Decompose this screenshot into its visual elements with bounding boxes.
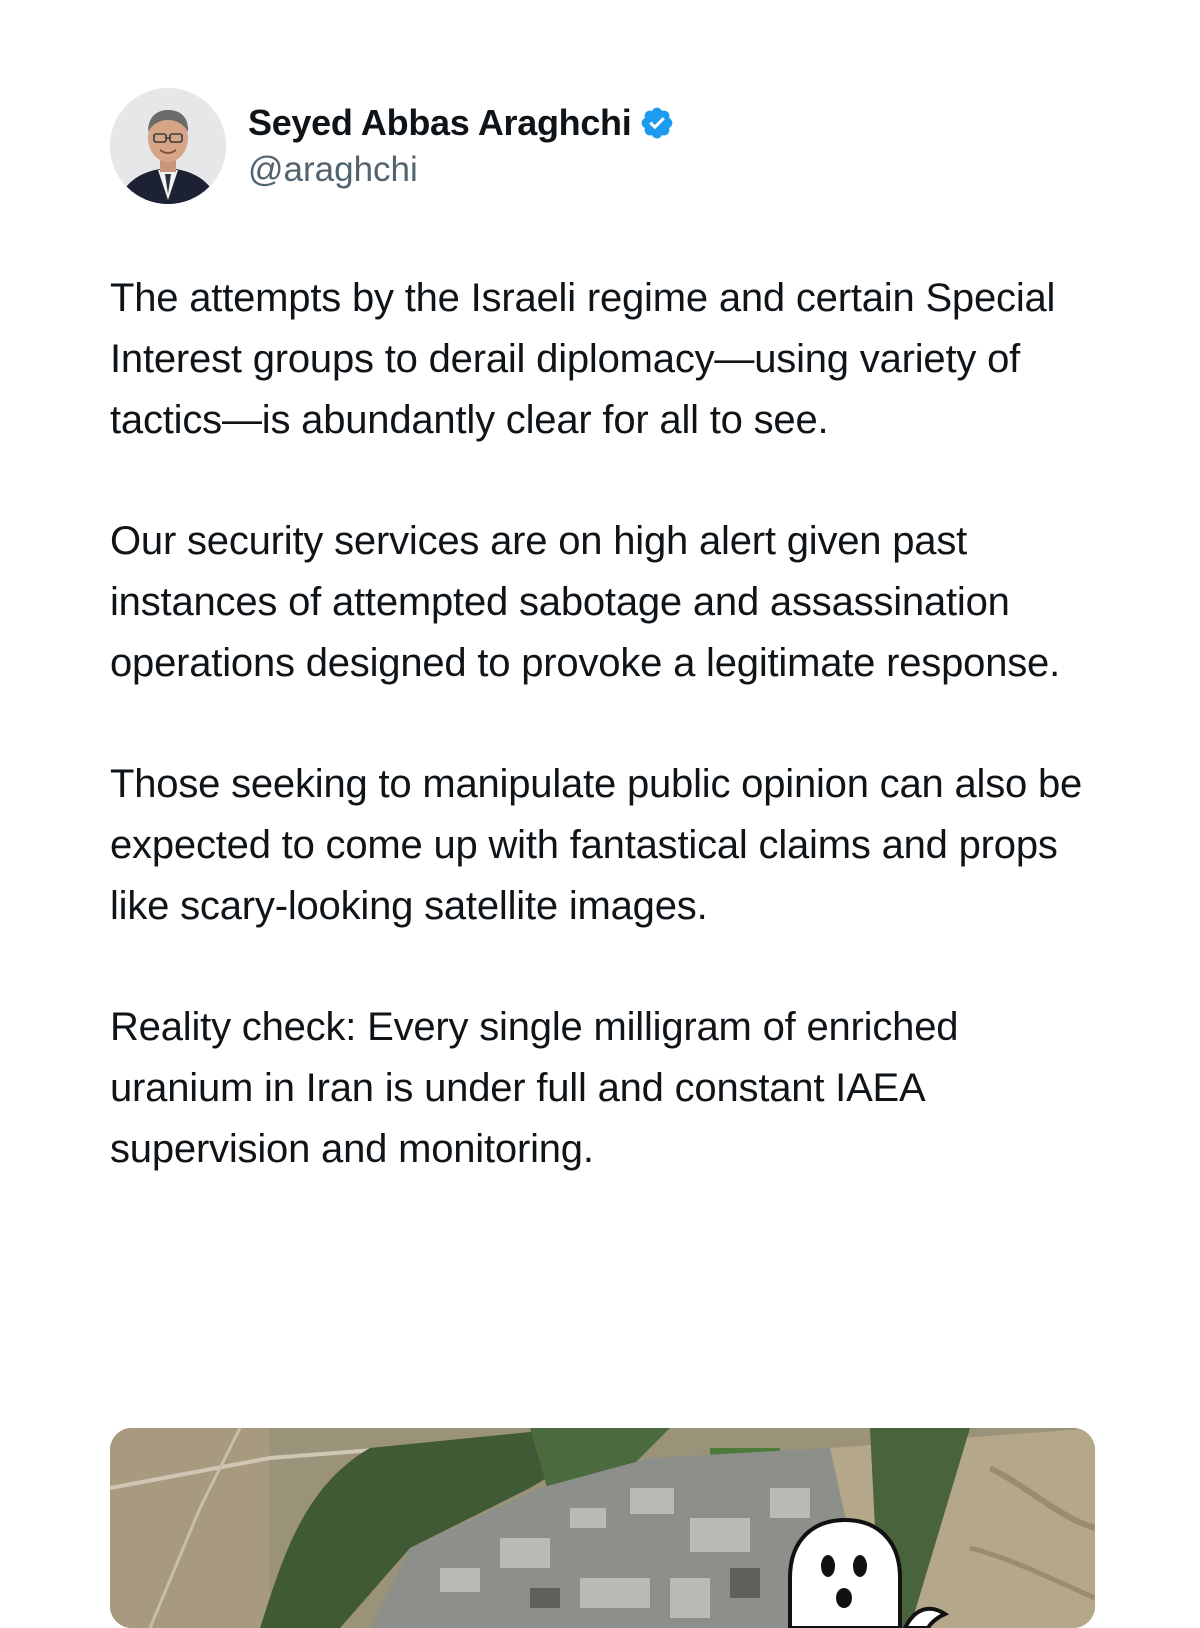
tweet-paragraph-1: The attempts by the Israeli regime and certain Special Interest groups to derail diplomacy—using variety of tactics—is abundantly clear for all to see. (110, 276, 1056, 442)
tweet-paragraph-4: Reality check: Every single milligram of enriched uranium in Iran is under full and constant IAEA supervision and monitoring. (110, 1005, 959, 1171)
satellite-image (110, 1428, 1095, 1628)
profile-photo-icon (110, 88, 226, 204)
avatar[interactable] (110, 88, 226, 204)
tweet-paragraph-2: Our security services are on high alert given past instances of attempted sabotage and assassination operations designed to provoke a legitimate response. (110, 519, 1061, 685)
author-names (248, 102, 675, 190)
author-handle[interactable]: @araghchi (248, 150, 418, 189)
tweet-media-image[interactable] (110, 1428, 1095, 1628)
verified-badge-icon (639, 105, 675, 141)
tweet-text (110, 268, 1110, 1240)
tweet-paragraph-3: Those seeking to manipulate public opinion can also be expected to come up with fantastical claims and props like scary-looking satellite images. (110, 762, 1083, 928)
author-display-name[interactable]: Seyed Abbas Araghchi (248, 102, 632, 143)
name-row (248, 102, 675, 144)
tweet-header (110, 88, 675, 204)
